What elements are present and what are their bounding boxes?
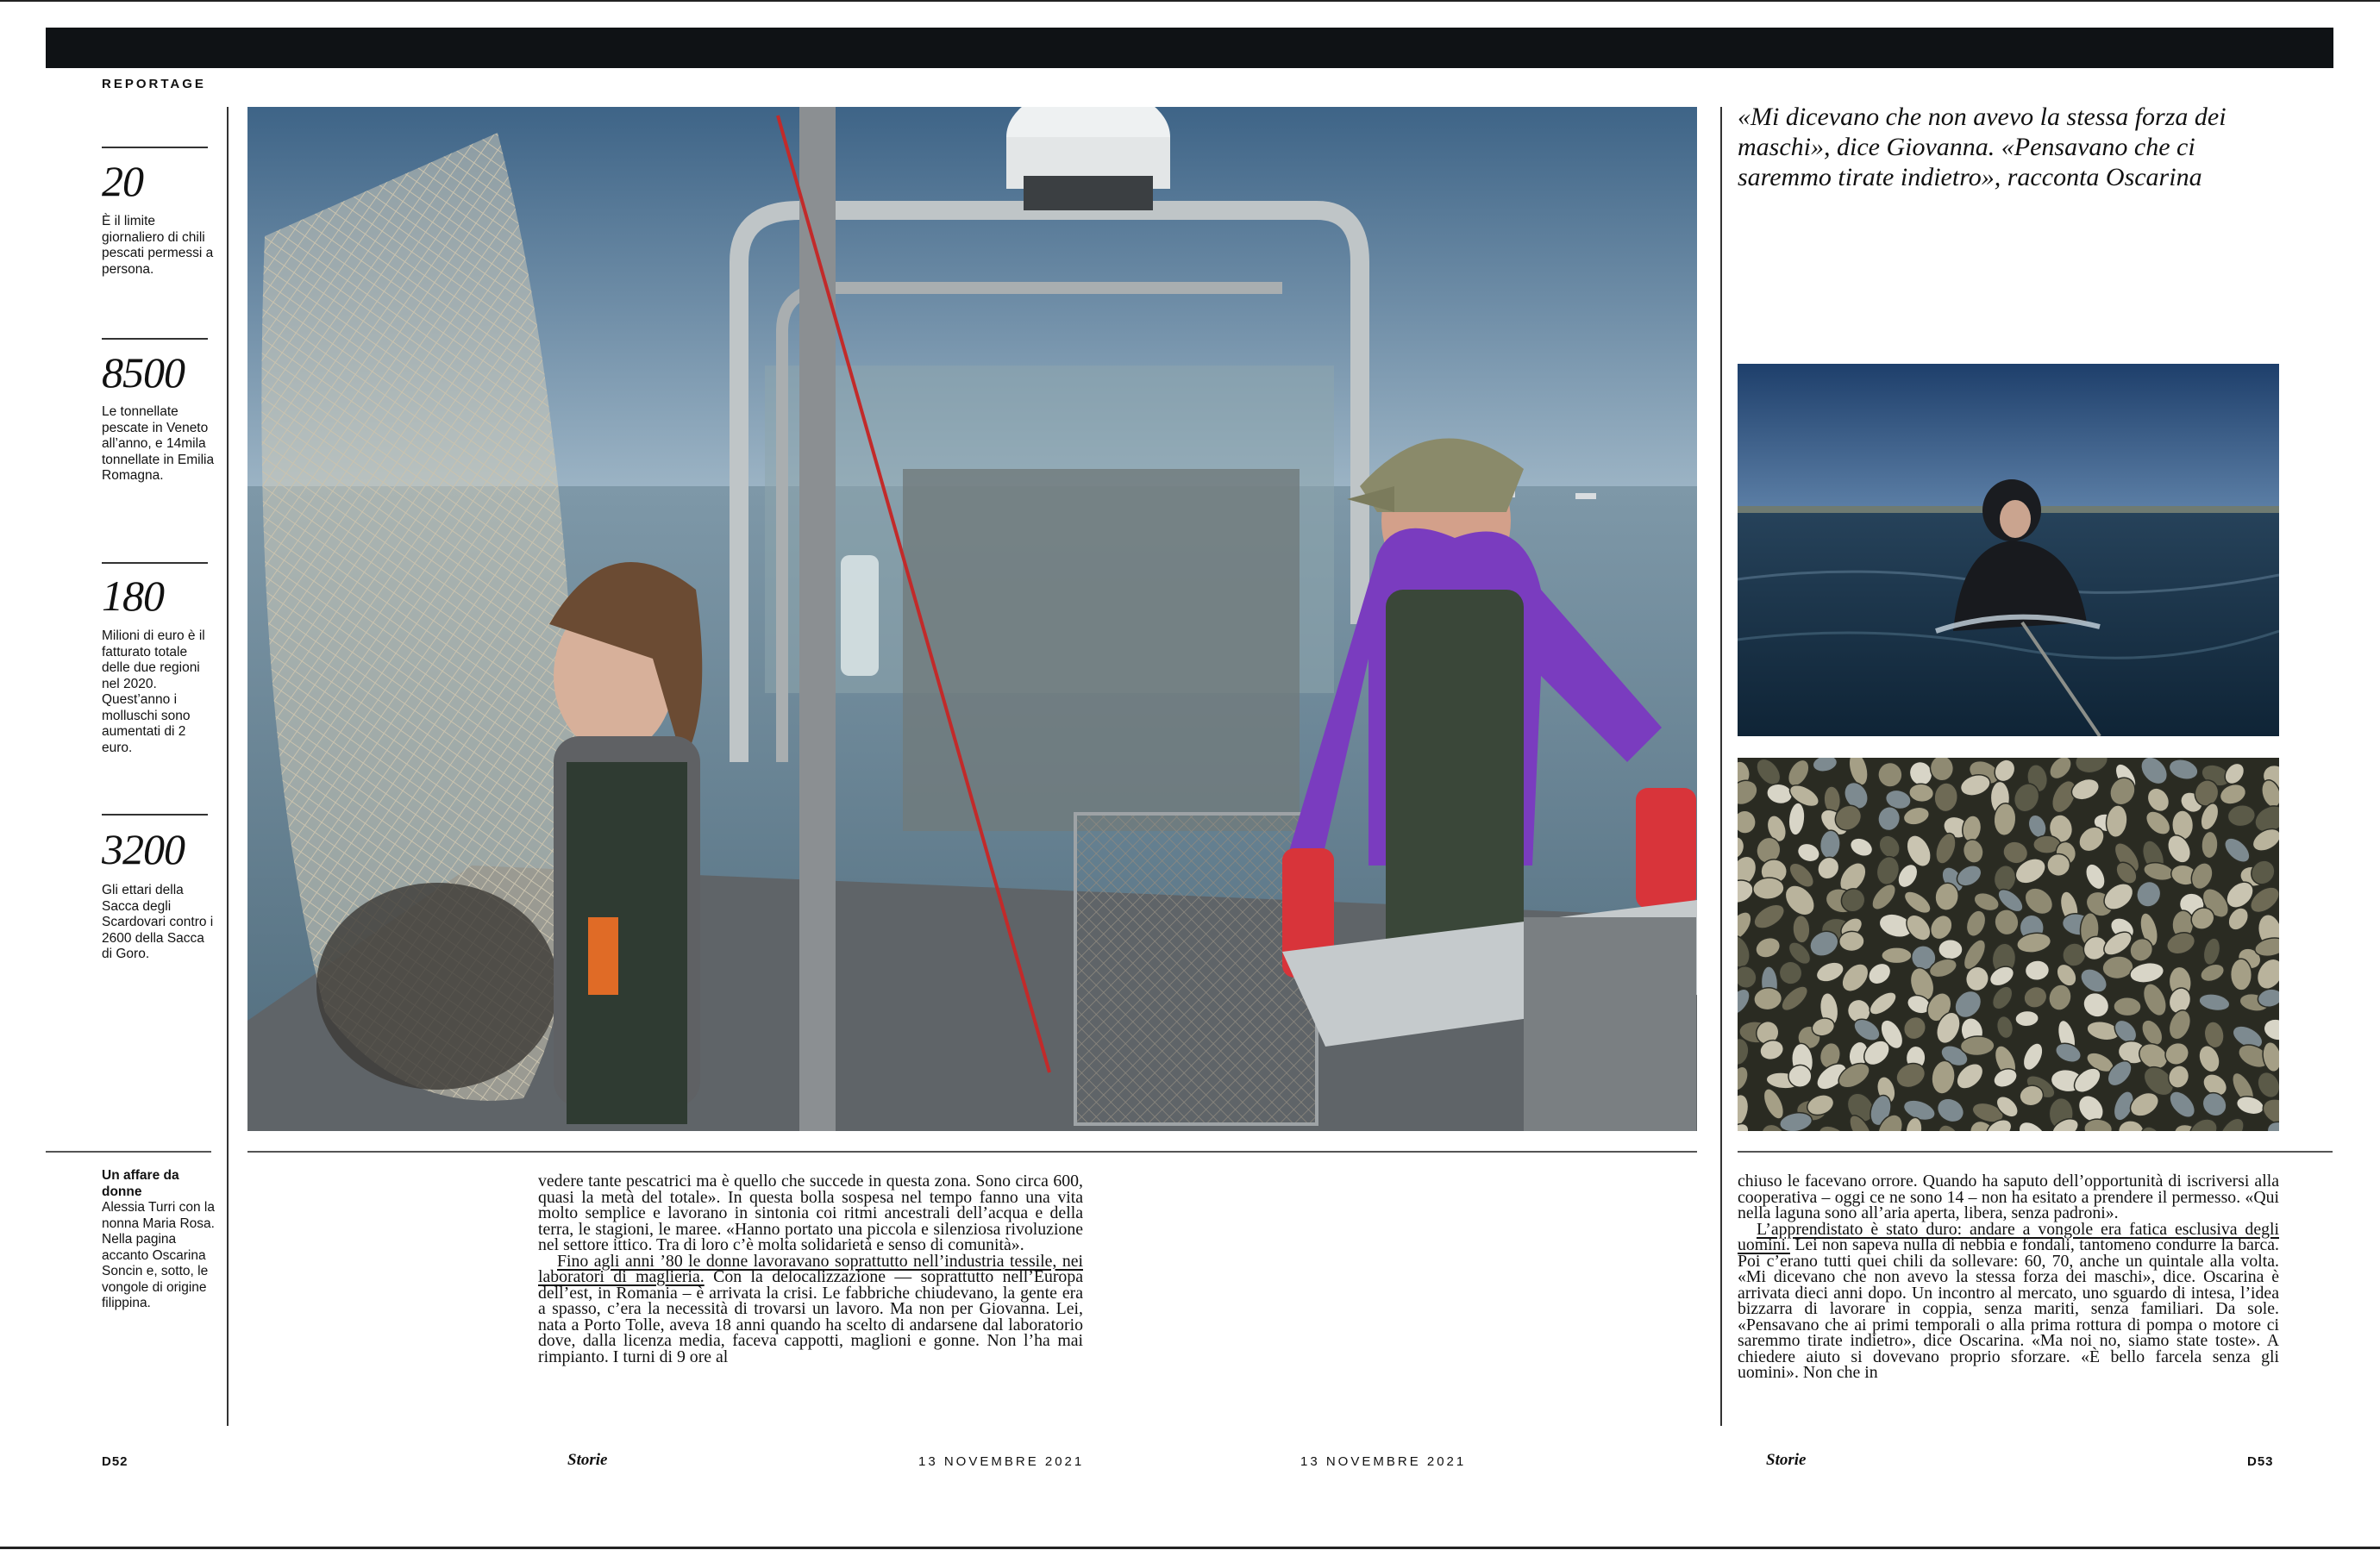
stat-rule-1 bbox=[102, 147, 208, 148]
center-gutter-divider bbox=[1720, 107, 1722, 1426]
paragraph: chiuso le facevano orrore. Quando ha saputo dell’opportunità di iscriversi alla cooperativa – oggi ce ne sono 14 – non ha esitato a prendere il permesso. «Qui nella laguna sono all’aria aperta, libera, senza padroni». bbox=[1738, 1173, 2279, 1222]
photo-caption bbox=[102, 1168, 218, 1312]
left-column-divider bbox=[227, 107, 229, 1426]
footer-date-left: 13 NOVEMBRE 2021 bbox=[918, 1454, 1085, 1469]
article-column-right bbox=[1738, 1173, 2279, 1432]
article-column-left bbox=[538, 1173, 1083, 1432]
stat-rule-4 bbox=[102, 814, 208, 816]
stat-rule-2 bbox=[102, 338, 208, 340]
stat-number-3: 180 bbox=[102, 572, 164, 620]
stat-number-2: 8500 bbox=[102, 348, 185, 397]
photo-clams-closeup bbox=[1738, 758, 2279, 1131]
stat-text-3: Milioni di euro è il fatturato totale delle due regioni nel 2020. Quest’anno i molluschi sono aumentati di 2 euro. bbox=[102, 628, 205, 755]
underlined-sentence: L’apprendistato è stato duro: andare a vongole era fatica esclusiva degli uomini. bbox=[1738, 1219, 2279, 1254]
caption-text: Alessia Turri con la nonna Maria Rosa. Nella pagina accanto Oscarina Soncin e, sotto, le vongole di origine filippina. bbox=[102, 1200, 215, 1310]
footer-brand-right: Storie bbox=[1766, 1451, 1807, 1469]
stat-rule-3 bbox=[102, 562, 208, 564]
paragraph-rest: Con la delocalizzazione — soprattutto nell’Europa dell’est, in Romania – è arrivata la crisi. Le fabbriche chiudevano, la gente era a spasso, c’era la necessità di trovarsi un lavoro. Ma non per Giovanna. Lei, nata a Porto Tolle, aveva 18 anni quando ha scelto di andarsene dal laboratorio dove, dalla licenza media, faceva cappotti, maglioni e gonne. Non l’ha mai rimpianto. I turni di 9 ore al bbox=[538, 1267, 1083, 1366]
section-label: REPORTAGE bbox=[102, 77, 206, 91]
stat-text-2: Le tonnellate pescate in Veneto all’anno, e 14mila tonnellate in Emilia Romagna. bbox=[102, 404, 215, 483]
stat-number-4: 3200 bbox=[102, 825, 185, 873]
page-number-left: D52 bbox=[102, 1454, 128, 1469]
header-bar bbox=[46, 28, 2333, 68]
footer-date-right: 13 NOVEMBRE 2021 bbox=[1300, 1454, 1467, 1469]
pull-quote: «Mi dicevano che non avevo la stessa forza dei maschi», dice Giovanna. «Pensavano che ci saremmo tirate indietro», racconta Oscarina bbox=[1738, 103, 2227, 191]
caption-divider bbox=[46, 1151, 211, 1153]
paragraph bbox=[1738, 1219, 2279, 1382]
footer-brand-left: Storie bbox=[567, 1451, 608, 1469]
paragraph: vedere tante pescatrici ma è quello che succede in questa zona. Sono circa 600, quasi la metà del totale». In questa bolla sospesa nel tempo fanno una vita molto semplice e lavorano in sintonia coi ritmi ancestrali dell’acqua e della terra, le stagioni, le maree. «Hanno portato una piccola e silenziosa rivoluzione nel settore ittico. Tra di loro c’è molta solidarietà e senso di comunità». bbox=[538, 1173, 1083, 1254]
stat-number-1: 20 bbox=[102, 157, 143, 205]
photo-woman-in-lagoon bbox=[1738, 364, 2279, 736]
bottom-edge-line bbox=[0, 1547, 2380, 1549]
top-edge-line bbox=[0, 0, 2380, 2]
paragraph-rest: Lei non sapeva nulla di nebbia e fondali, tantomeno condurre la barca. Poi c’erano tutti quei chili da sollevare: 60, 70, anche un quintale alla volta. «Mi dicevano che non avevo la stessa forza dei maschi», dice. Oscarina è arrivata dieci anni dopo. Un incontro al mercato, uno sguardo di intesa, l’idea bizzarra di lavorare in coppia, senza mariti, senza familiari. Da sole. «Pensavano che ai primi temporali o alla prima rottura di pompa o motore ci saremmo tirate indietro», dice Oscarina. «Ma noi no, siamo state toste». A chiedere aiuto si dovevano proprio sforzare. «È bello farcela senza gli uomini». Non che in bbox=[1738, 1235, 2279, 1382]
underlined-sentence: Fino agli anni ’80 le donne lavoravano soprattutto nell’industria tessile, nei laboratori di maglieria. bbox=[538, 1251, 1083, 1286]
stat-text-1: È il limite giornaliero di chili pescati permessi a persona. bbox=[102, 214, 214, 277]
stat-text-4: Gli ettari della Sacca degli Scardovari contro i 2600 della Sacca di Goro. bbox=[102, 883, 214, 961]
main-photo-fishing-boat bbox=[247, 107, 1697, 1131]
caption-title: Un affare da donne bbox=[102, 1168, 179, 1199]
left-page-body-divider bbox=[247, 1151, 1697, 1153]
page-number-right: D53 bbox=[2247, 1454, 2274, 1469]
paragraph bbox=[538, 1253, 1083, 1366]
right-page-body-divider bbox=[1738, 1151, 2333, 1153]
